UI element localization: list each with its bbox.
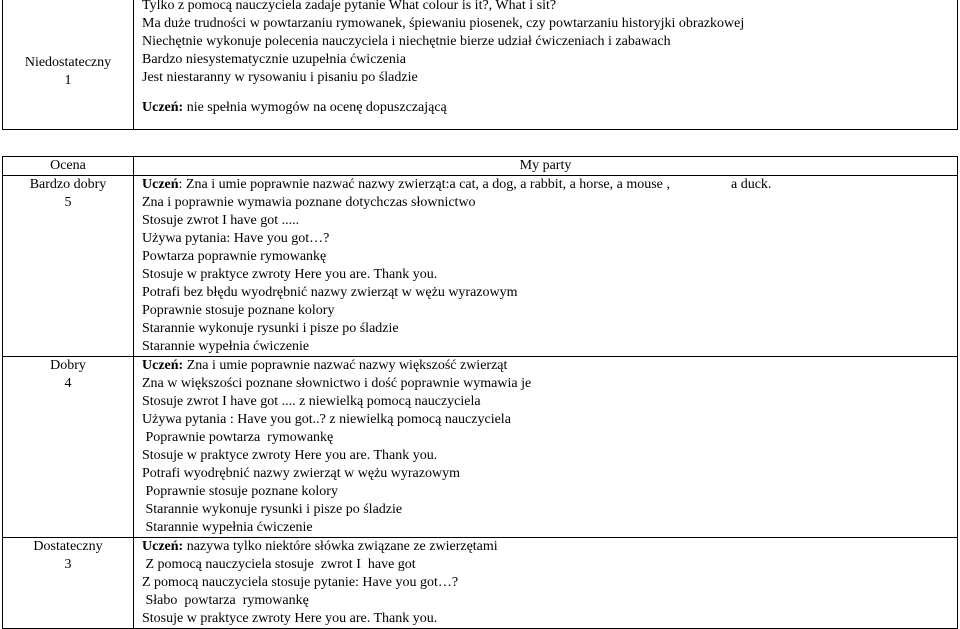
grade-cell-dostateczny: [3, 538, 134, 629]
criteria-line: Potrafi bez błędu wyodrębnić nazwy zwierząt w wężu wyrazowym: [142, 285, 518, 300]
criteria-text: : Zna i umie poprawnie nazwać nazwy zwierząt:a cat, a dog, a rabbit, a horse, a mouse ,: [178, 177, 670, 192]
criteria-line: Słabo powtarza rymowankę: [142, 593, 309, 608]
student-label: Uczeń:: [142, 539, 184, 554]
grade-table-my-party: [2, 156, 958, 629]
criteria-line: Stosuje w praktyce zwroty Here you are. Thank you.: [142, 267, 438, 282]
criteria-line: Powtarza poprawnie rymowankę: [142, 249, 327, 264]
grade-number: 4: [64, 376, 72, 391]
criteria-line: Poprawnie powtarza rymowankę: [142, 430, 334, 445]
criteria-line: Ma duże trudności w powtarzaniu rymowanek, śpiewaniu piosenek, czy powtarzaniu historyjki obrazkowej: [142, 16, 745, 31]
criteria-line: Starannie wykonuje rysunki i pisze po śladzie: [142, 321, 399, 336]
student-label: Uczeń:: [142, 358, 184, 373]
grade-label: Dostateczny: [33, 539, 103, 554]
criteria-line: Starannie wypełnia ćwiczenie: [142, 339, 310, 354]
criteria-line: Niechętnie wykonuje polecenia nauczyciela i niechętnie bierze udział ćwiczeniach i zabawach: [142, 34, 671, 49]
student-text: nie spełnia wymogów na ocenę dopuszczającą: [183, 100, 447, 115]
criteria-line: Jest niestaranny w rysowaniu i pisaniu po śladzie: [142, 70, 418, 85]
criteria-line: Stosuje w praktyce zwroty Here you are. Thank you.: [142, 611, 438, 626]
criteria-line: Stosuje w praktyce zwroty Here you are. Thank you.: [142, 448, 438, 463]
grade-label: Dobry: [50, 358, 86, 373]
criteria-first-line: [142, 357, 957, 375]
criteria-first-line: [142, 538, 957, 556]
criteria-cell-niedostateczny: [134, 0, 958, 130]
criteria-line: Stosuje zwrot I have got .....: [142, 213, 300, 228]
grade-number: 3: [64, 557, 72, 572]
criteria-line: Potrafi wyodrębnić nazwy zwierząt w wężu wyrazowym: [142, 466, 460, 481]
criteria-line: Z pomocą nauczyciela stosuje zwrot I have got: [142, 557, 416, 572]
header-topic: My party: [134, 157, 958, 176]
header-ocena: Ocena: [3, 157, 134, 176]
grade-cell-dobry: [3, 357, 134, 538]
criteria-cell-dostateczny: [134, 538, 958, 629]
criteria-line: Zna w większości poznane słownictwo i dość poprawnie wymawia je: [142, 376, 532, 391]
criteria-text: nazywa tylko niektóre słówka związane ze zwierzętami: [183, 539, 498, 554]
grade-cell-niedostateczny: [3, 0, 134, 130]
criteria-line: Poprawnie stosuje poznane kolory: [142, 484, 338, 499]
criteria-line: Tylko z pomocą nauczyciela zadaje pytanie What colour is it?, What i sit?: [142, 0, 557, 13]
criteria-text: Zna i umie poprawnie nazwać nazwy większość zwierząt: [183, 358, 508, 373]
grade-cell-bardzo-dobry: [3, 176, 134, 357]
criteria-line: Używa pytania: Have you got…?: [142, 231, 330, 246]
criteria-line: Poprawnie stosuje poznane kolory: [142, 303, 335, 318]
grade-label: Niedostateczny: [24, 55, 112, 70]
grade-table-top: [2, 0, 958, 130]
criteria-line: Zna i poprawnie wymawia poznane dotychczas słownictwo: [142, 195, 476, 210]
criteria-cell-dobry: [134, 357, 958, 538]
student-label: Uczeń:: [142, 100, 184, 115]
criteria-line: Z pomocą nauczyciela stosuje pytanie: Have you got…?: [142, 575, 459, 590]
criteria-tail: a duck.: [731, 177, 772, 192]
grade-number: 1: [64, 73, 72, 88]
criteria-line: Starannie wypełnia ćwiczenie: [142, 520, 313, 535]
criteria-first-line: [142, 176, 957, 194]
grade-number: 5: [64, 195, 72, 210]
criteria-cell-bardzo-dobry: [134, 176, 958, 357]
student-label: Uczeń: [142, 177, 179, 192]
criteria-line: Używa pytania : Have you got..? z niewielką pomocą nauczyciela: [142, 412, 511, 427]
grade-label: Bardzo dobry: [29, 177, 107, 192]
criteria-line: Starannie wykonuje rysunki i pisze po śladzie: [142, 502, 403, 517]
student-summary: [142, 99, 957, 117]
criteria-line: Bardzo niesystematycznie uzupełnia ćwiczenia: [142, 52, 406, 67]
criteria-line: Stosuje zwrot I have got .... z niewielką pomocą nauczyciela: [142, 394, 481, 409]
